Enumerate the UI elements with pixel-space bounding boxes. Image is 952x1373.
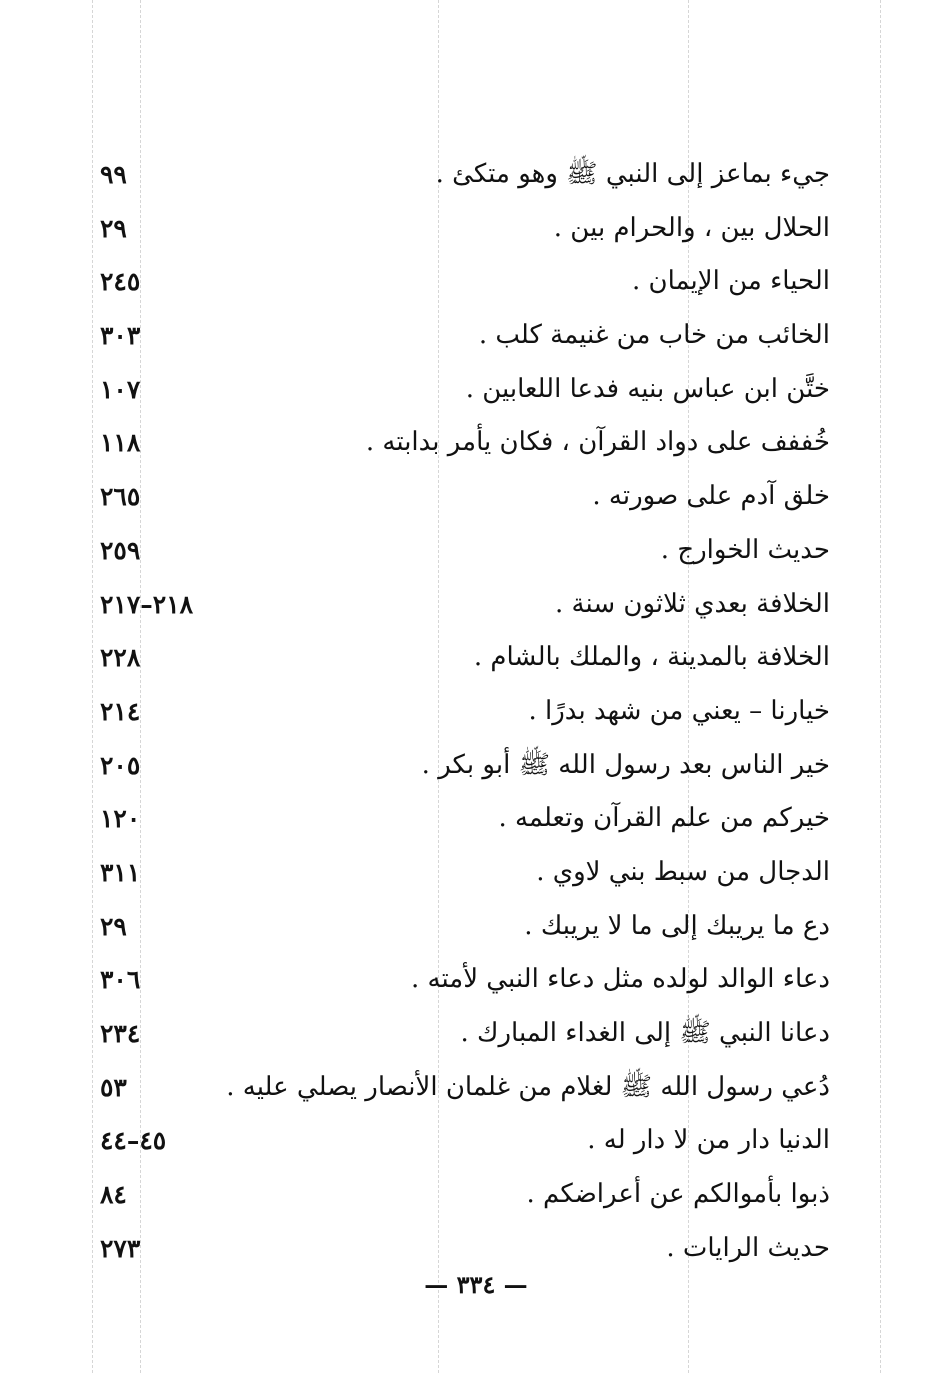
entry-text: دُعي رسول الله ﷺ لغلام من غلمان الأنصار يصلي عليه . bbox=[226, 1071, 830, 1102]
scan-artifact-line bbox=[880, 0, 881, 1373]
entry-text: الخلافة بعدي ثلاثون سنة . bbox=[555, 588, 830, 619]
index-entry bbox=[100, 309, 830, 363]
index-entry bbox=[100, 900, 830, 954]
entry-page-number: ٢٦٥ bbox=[100, 482, 141, 512]
entry-page-number: ٥٣ bbox=[100, 1072, 127, 1102]
entry-text: دعاء الوالد لولده مثل دعاء النبي لأمته . bbox=[410, 964, 830, 995]
entry-page-number: ١٠٧ bbox=[100, 374, 141, 404]
entry-text: خلق آدم على صورته . bbox=[592, 481, 830, 512]
entry-text: خير الناس بعد رسول الله ﷺ أبو بكر . bbox=[421, 749, 830, 780]
entry-text: الدجال من سبط بني لاوي . bbox=[536, 856, 830, 887]
hadith-index-list bbox=[100, 148, 830, 1275]
index-entry bbox=[100, 685, 830, 739]
entry-text: دع ما يريبك إلى ما لا يريبك . bbox=[524, 910, 830, 941]
entry-text: خُففف على دواد القرآن ، فكان يأمر بدابته . bbox=[365, 427, 830, 458]
entry-page-number: ٢٥٩ bbox=[100, 535, 141, 565]
entry-page-number: ٨٤ bbox=[100, 1180, 127, 1210]
index-entry bbox=[100, 524, 830, 578]
index-entry bbox=[100, 363, 830, 417]
index-entry bbox=[100, 255, 830, 309]
index-entry bbox=[100, 739, 830, 793]
entry-page-number: ٢٩ bbox=[100, 213, 127, 243]
index-entry bbox=[100, 1168, 830, 1222]
index-entry bbox=[100, 470, 830, 524]
entry-text: خيارنا – يعني من شهد بدرًا . bbox=[528, 695, 830, 726]
entry-page-number: ٣١١ bbox=[100, 857, 141, 887]
index-entry bbox=[100, 1061, 830, 1115]
entry-page-number: ١١٨ bbox=[100, 428, 141, 458]
entry-text: جيء بماعز إلى النبي ﷺ وهو متكئ . bbox=[435, 159, 830, 189]
entry-page-number: ٢١٤ bbox=[100, 696, 141, 726]
index-entry bbox=[100, 846, 830, 900]
entry-text: خيركم من علم القرآن وتعلمه . bbox=[498, 803, 830, 834]
entry-text: الحلال بين ، والحرام بين . bbox=[553, 212, 830, 243]
index-entry bbox=[100, 148, 830, 202]
index-entry bbox=[100, 631, 830, 685]
index-entry bbox=[100, 1222, 830, 1276]
scan-artifact-line bbox=[92, 0, 93, 1373]
entry-page-number: ٢٢٨ bbox=[100, 643, 141, 673]
entry-text: الدنيا دار من لا دار له . bbox=[587, 1125, 830, 1156]
entry-page-number: ٤٥–٤٤ bbox=[100, 1126, 167, 1156]
index-entry bbox=[100, 953, 830, 1007]
entry-page-number: ٢٤٥ bbox=[100, 267, 141, 297]
entry-page-number: ٩٩ bbox=[100, 160, 127, 189]
entry-text: ختَّن ابن عباس بنيه فدعا اللعابين . bbox=[465, 373, 830, 404]
entry-page-number: ٣٠٣ bbox=[100, 321, 141, 351]
entry-page-number: ٢١٨–٢١٧ bbox=[100, 589, 194, 619]
entry-text: الخائب من خاب من غنيمة كلب . bbox=[478, 320, 830, 351]
entry-text: الخلافة بالمدينة ، والملك بالشام . bbox=[473, 642, 830, 673]
entry-page-number: ١٢٠ bbox=[100, 804, 141, 834]
entry-page-number: ٢٠٥ bbox=[100, 750, 141, 780]
entry-text: الحياء من الإيمان . bbox=[631, 266, 830, 297]
index-entry bbox=[100, 578, 830, 632]
index-entry bbox=[100, 792, 830, 846]
entry-text: حديث الرايات . bbox=[666, 1232, 830, 1263]
index-entry bbox=[100, 202, 830, 256]
entry-text: دعانا النبي ﷺ إلى الغداء المبارك . bbox=[460, 1018, 830, 1048]
entry-page-number: ٣٠٦ bbox=[100, 965, 141, 995]
entry-text: ذبوا بأموالكم عن أعراضكم . bbox=[526, 1179, 830, 1210]
entry-text: حديث الخوارج . bbox=[660, 534, 830, 565]
entry-page-number: ٢٣٤ bbox=[100, 1019, 141, 1048]
index-entry bbox=[100, 1114, 830, 1168]
entry-page-number: ٢٧٣ bbox=[100, 1233, 141, 1263]
page-number-footer: — ٣٣٤ — bbox=[424, 1270, 528, 1299]
index-entry bbox=[100, 416, 830, 470]
index-entry bbox=[100, 1007, 830, 1061]
entry-page-number: ٢٩ bbox=[100, 911, 127, 941]
